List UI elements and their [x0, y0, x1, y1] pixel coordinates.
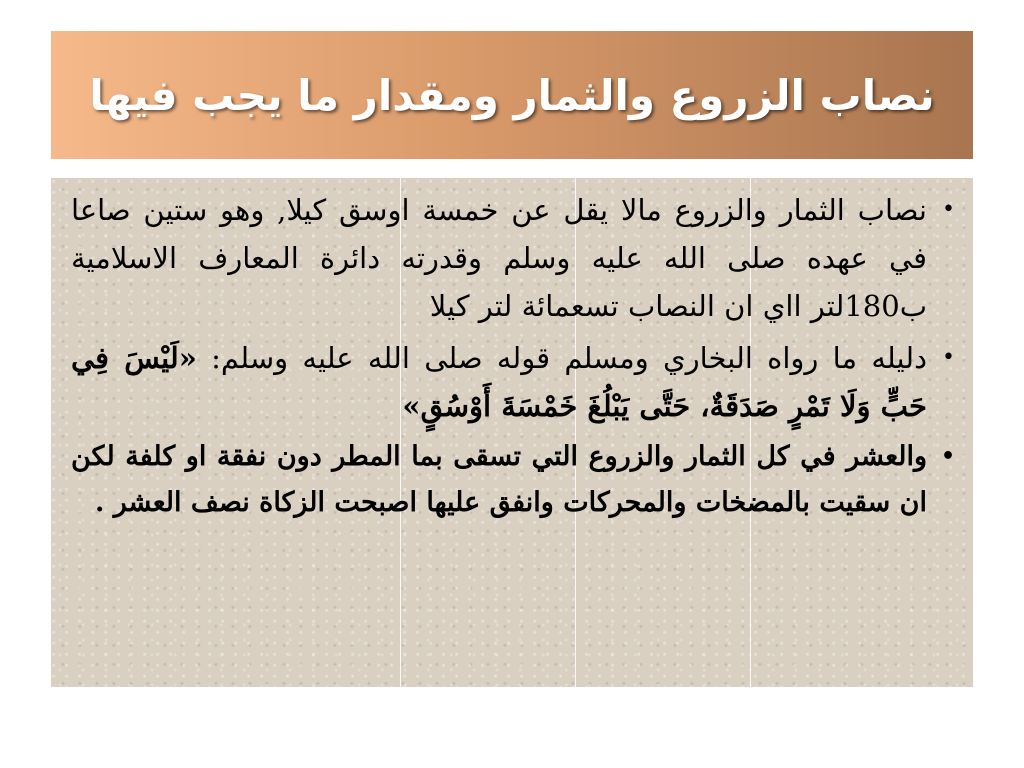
bullet-item-nisab: [71, 186, 961, 330]
bullet-icon: •: [942, 197, 955, 222]
bullet-item-tithe: [71, 434, 961, 526]
bullet-text: نصاب الثمار والزروع مالا يقل عن خمسة اوسق كيلا, وهو ستين صاعا في عهده صلى الله عليه وسلم وقدرته دائرة المعارف الاسلامية ب180لتر ااي ان النصاب تسعمائة لتر كيلا: [71, 193, 927, 323]
content-panel: [51, 178, 973, 687]
hadith-quote: «لَيْسَ فِي حَبٍّ وَلَا تَمْرٍ صَدَقَةٌ، حَتَّى يَبْلُغَ خَمْسَةَ أَوْسُقٍ»: [71, 341, 927, 423]
slide-title: نصاب الزروع والثمار ومقدار ما يجب فيها: [89, 70, 935, 120]
bullet-text: دليله ما رواه البخاري ومسلم قوله صلى الله عليه وسلم:: [211, 341, 927, 375]
bullet-text: والعشر في كل الثمار والزروع التي تسقى بما المطر دون نفقة او كلفة لكن ان سقيت بالمضخات والمحركات وانفق عليها اصبحت الزكاة نصف العشر .: [71, 441, 927, 518]
bullet-icon: •: [942, 345, 955, 370]
bullet-item-evidence: [71, 334, 961, 430]
bullet-list: [71, 186, 961, 530]
bullet-icon: •: [940, 444, 955, 469]
title-banner: [51, 31, 973, 159]
